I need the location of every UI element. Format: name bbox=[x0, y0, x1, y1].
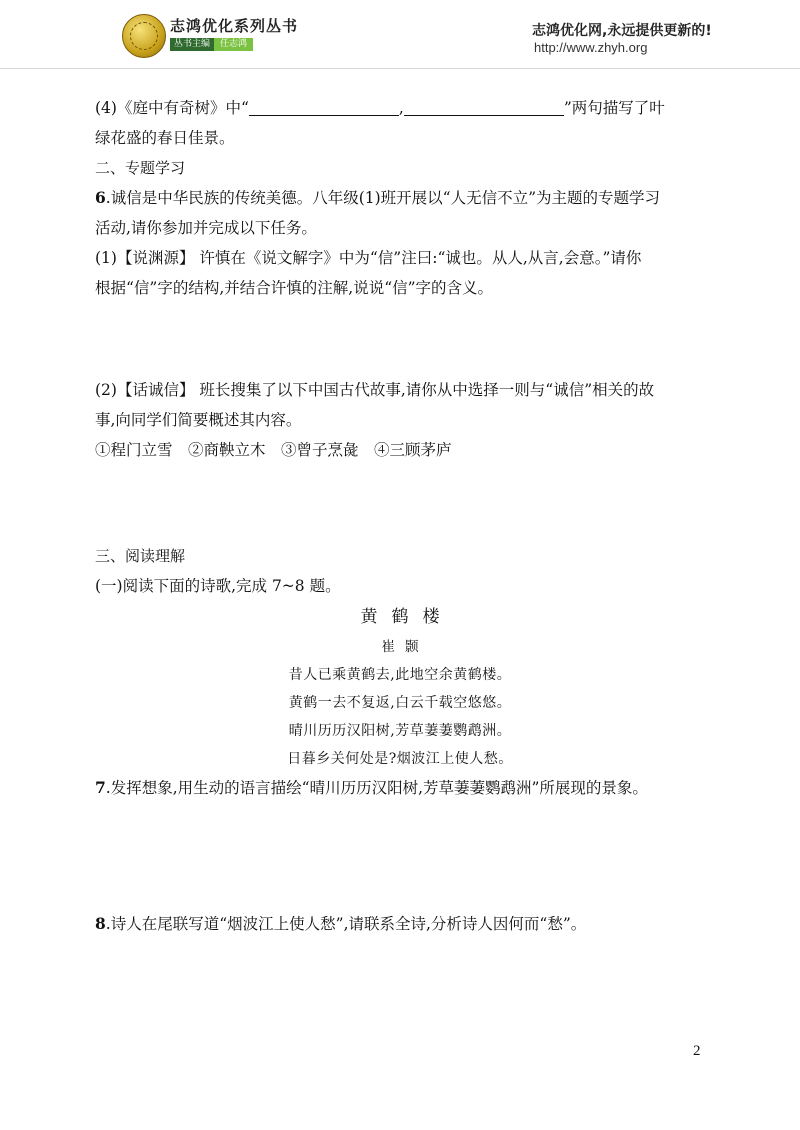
poem-line: 日暮乡关何处是?烟波江上使人愁。 bbox=[287, 751, 513, 767]
page-header bbox=[0, 0, 800, 70]
q6-part1-line1: (1)【说渊源】 许慎在《说文解字》中为“信”注曰:“诚也。从人,从言,会意。”请你 bbox=[95, 249, 642, 267]
question-7 bbox=[95, 773, 705, 803]
editor-name: 任志鸿 bbox=[214, 38, 253, 51]
answer-space-q7[interactable] bbox=[95, 803, 705, 909]
question-4 bbox=[95, 93, 705, 123]
q6-part1-line2: 根据“信”字的结构,并结合许慎的注解,说说“信”字的含义。 bbox=[95, 279, 494, 297]
answer-blank-2[interactable] bbox=[404, 97, 564, 116]
q8-text: .诗人在尾联写道“烟波江上使人愁”,请联系全诗,分析诗人因何而“愁”。 bbox=[105, 915, 587, 933]
page-content bbox=[95, 93, 705, 939]
section-2-title: 二、专题学习 bbox=[95, 159, 186, 177]
reading-instruction: (一)阅读下面的诗歌,完成 7~8 题。 bbox=[95, 577, 341, 595]
page-number: 2 bbox=[693, 1043, 701, 1059]
q4-prefix: (4)《庭中有奇树》中“ bbox=[95, 99, 249, 117]
poem-title: 黄鹤楼 bbox=[360, 607, 454, 627]
q7-number: 7 bbox=[95, 778, 106, 797]
q4-suffix: ”两句描写了叶 bbox=[563, 99, 665, 117]
header-slogan: 志鸿优化网,永远提供更新的! bbox=[532, 23, 712, 39]
q6-part2-line2: 事,向同学们简要概述其内容。 bbox=[95, 411, 302, 429]
q4-line2: 绿花盛的春日佳景。 bbox=[95, 129, 235, 147]
q6-number: 6 bbox=[95, 188, 106, 207]
answer-space-q6-1[interactable] bbox=[95, 303, 705, 375]
answer-space-q6-2[interactable] bbox=[95, 465, 705, 541]
poem-author: 崔颢 bbox=[381, 639, 429, 655]
q6-part2-line1: (2)【话诚信】 班长搜集了以下中国古代故事,请你从中选择一则与“诚信”相关的故 bbox=[95, 381, 655, 399]
poem-line: 晴川历历汉阳树,芳草萋萋鹦鹉洲。 bbox=[288, 723, 512, 739]
editor-label: 丛书主编 bbox=[170, 38, 214, 51]
question-6-stem bbox=[95, 183, 705, 213]
header-url[interactable]: http://www.zhyh.org bbox=[534, 40, 648, 55]
q6-options: ①程门立雪 ②商鞅立木 ③曾子烹彘 ④三顾茅庐 bbox=[95, 441, 452, 459]
question-8 bbox=[95, 909, 705, 939]
section-3-title: 三、阅读理解 bbox=[95, 547, 186, 565]
q4-comma: , bbox=[398, 99, 404, 117]
publisher-logo-icon bbox=[122, 14, 166, 58]
poem-line: 黄鹤一去不复返,白云千载空悠悠。 bbox=[288, 695, 512, 711]
poem-line: 昔人已乘黄鹤去,此地空余黄鹤楼。 bbox=[288, 667, 512, 683]
editor-badge bbox=[170, 38, 253, 51]
q6-line1: .诚信是中华民族的传统美德。八年级(1)班开展以“人无信不立”为主题的专题学习 bbox=[105, 189, 661, 207]
header-divider bbox=[0, 68, 800, 69]
answer-blank-1[interactable] bbox=[249, 97, 399, 116]
q6-line2: 活动,请你参加并完成以下任务。 bbox=[95, 219, 317, 237]
series-title: 志鸿优化系列丛书 bbox=[170, 17, 299, 35]
q8-number: 8 bbox=[95, 914, 106, 933]
q7-text: .发挥想象,用生动的语言描绘“晴川历历汉阳树,芳草萋萋鹦鹉洲”所展现的景象。 bbox=[105, 779, 648, 797]
